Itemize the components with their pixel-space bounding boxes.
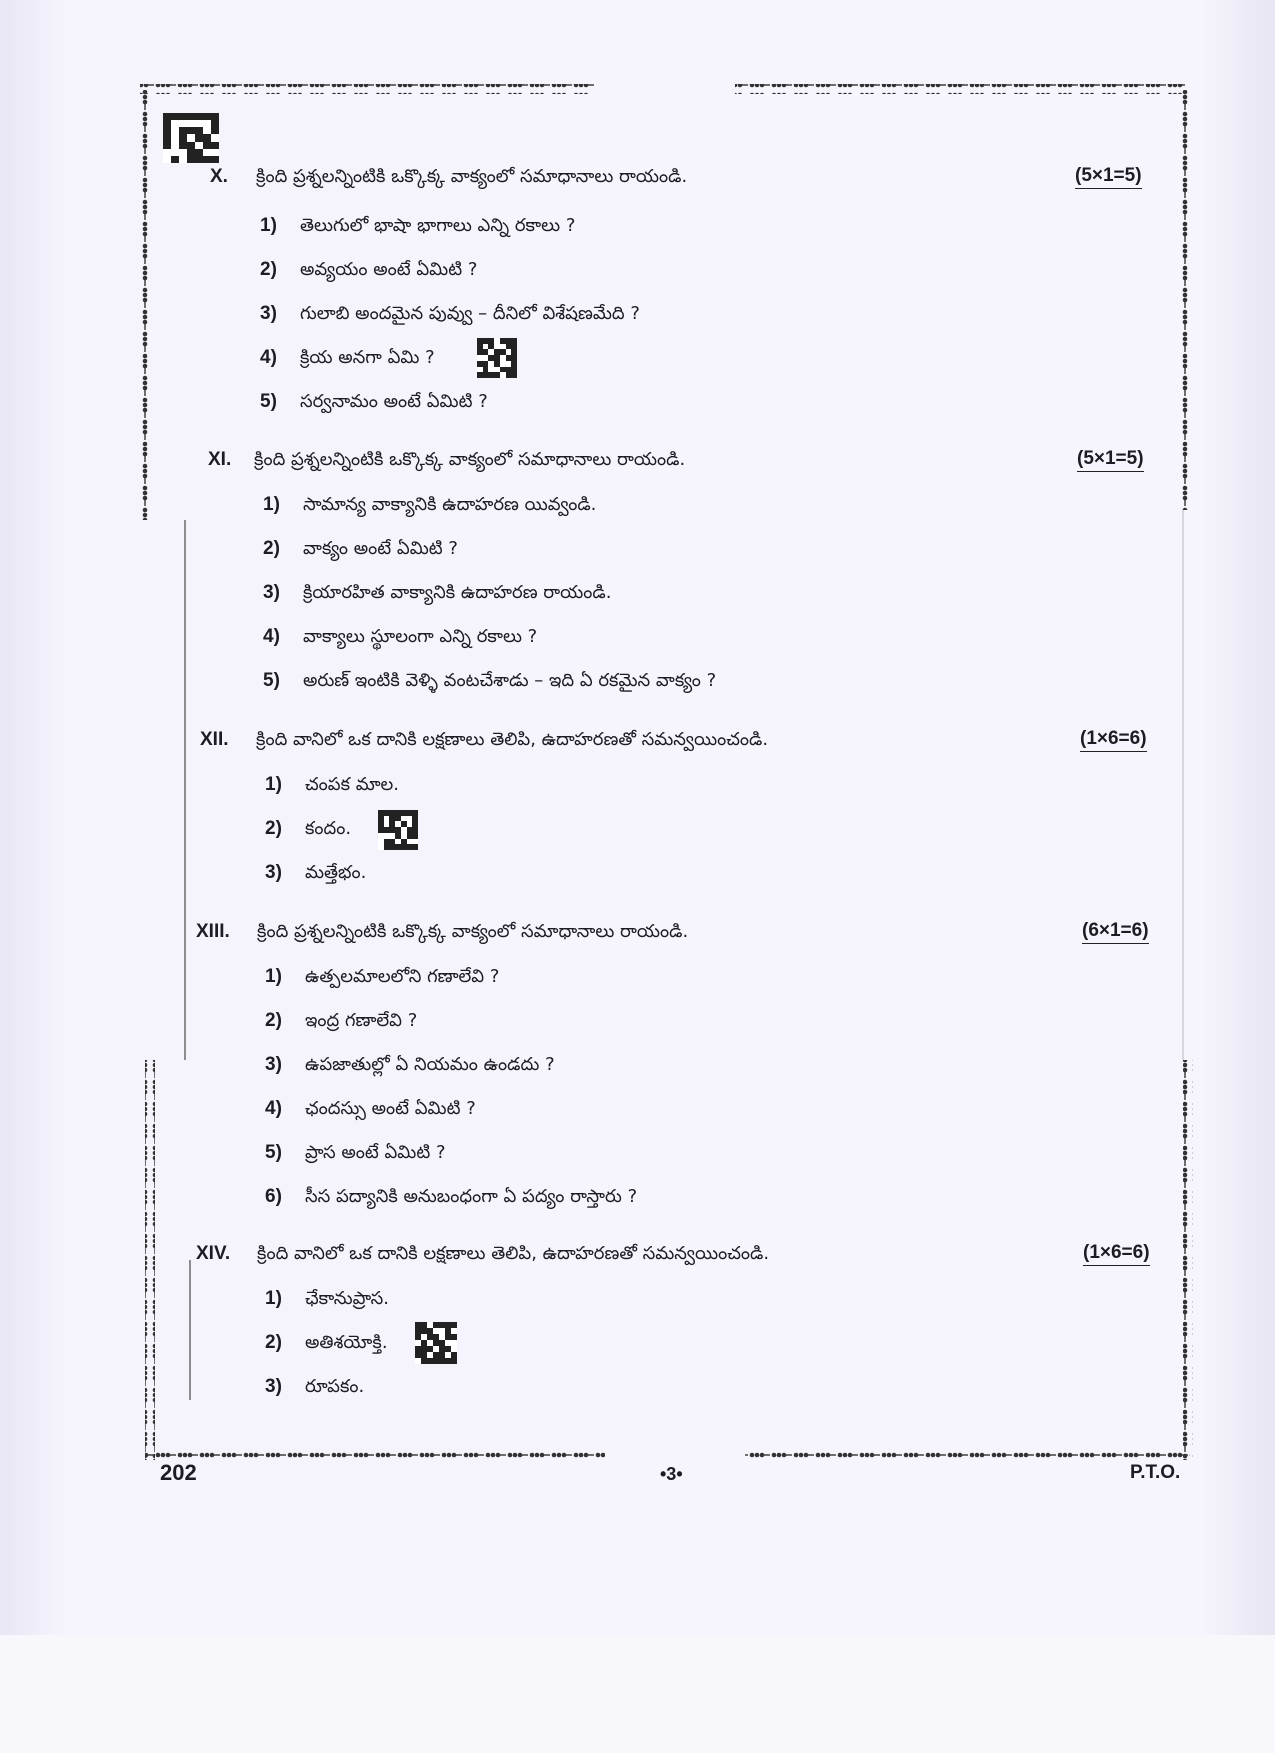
question-text: అరుణ్ ఇంటికి వెళ్ళి వంటచేశాడు – ఇది ఏ రకమైన వాక్యం ?: [303, 670, 717, 691]
section-instruction: క్రింది వానిలో ఒక దానికి లక్షణాలు తెలిపి, ఉదాహరణతో సమన్వయించండి.: [257, 1243, 770, 1264]
question-item: [265, 1098, 476, 1123]
section-heading: [190, 920, 688, 946]
question-number: 3): [265, 1376, 282, 1397]
section-marks: (6×1=6): [1082, 920, 1149, 944]
question-item: [260, 259, 477, 284]
section-number: XI.: [208, 449, 232, 470]
question-item: [265, 966, 499, 991]
question-number: 1): [265, 774, 282, 795]
section-number: X.: [210, 166, 228, 187]
question-item: [260, 347, 435, 372]
question-number: 1): [265, 1288, 282, 1309]
question-number: 4): [260, 347, 277, 368]
question-text: గులాబి అందమైన పువ్వు – దీనిలో విశేషణమేది ?: [300, 303, 640, 324]
question-number: 3): [265, 1054, 282, 1075]
question-item: [265, 1142, 446, 1167]
question-item: [260, 391, 488, 416]
question-text: అతిశయోక్తి.: [305, 1332, 388, 1353]
section-heading: [190, 1242, 769, 1268]
question-item: [265, 818, 351, 843]
section-instruction: క్రింది ప్రశ్నలన్నింటికి ఒక్కొక్క వాక్యంలో సమాధానాలు రాయండి.: [256, 166, 688, 187]
section-x: [190, 165, 1165, 425]
question-number: 1): [265, 966, 282, 987]
section-number: XII.: [200, 729, 229, 750]
question-item: [263, 494, 596, 519]
question-item: [260, 215, 575, 240]
section-xiv: [190, 1242, 1165, 1402]
question-number: 3): [265, 862, 282, 883]
question-text: మత్తేభం.: [305, 862, 367, 883]
question-item: [260, 303, 640, 328]
question-item: [265, 862, 366, 887]
question-text: ఉత్పలమాలలోని గణాలేవి ?: [305, 966, 500, 987]
question-item: [265, 1376, 364, 1401]
question-item: [263, 670, 716, 695]
question-text: చంపక మాల.: [305, 774, 400, 795]
question-text: వాక్యాలు స్థూలంగా ఎన్ని రకాలు ?: [303, 626, 538, 647]
question-text: రూపకం.: [305, 1376, 365, 1397]
question-item: [265, 1288, 389, 1313]
question-item: [265, 1186, 637, 1211]
question-text: ఛేకానుప్రాస.: [305, 1288, 389, 1309]
question-text: ఉపజాతుల్లో ఏ నియమం ఉండదు ?: [305, 1054, 555, 1075]
question-text: అవ్యయం అంటే ఏమిటి ?: [300, 259, 478, 280]
section-marks: (5×1=5): [1075, 165, 1142, 189]
section-heading: [190, 448, 685, 474]
question-number: 2): [265, 1332, 282, 1353]
question-item: [263, 538, 458, 563]
question-number: 2): [265, 818, 282, 839]
section-instruction: క్రింది ప్రశ్నలన్నింటికి ఒక్కొక్క వాక్యంలో సమాధానాలు రాయండి.: [257, 921, 689, 942]
question-number: 3): [260, 303, 277, 324]
section-marks: (1×6=6): [1083, 1242, 1150, 1266]
question-text: ప్రాస అంటే ఏమిటి ?: [305, 1142, 446, 1163]
section-instruction: క్రింది వానిలో ఒక దానికి లక్షణాలు తెలిపి, ఉదాహరణతో సమన్వయించండి.: [256, 729, 769, 750]
question-number: 1): [263, 494, 280, 515]
question-number: 3): [263, 582, 280, 603]
paper-code: 202: [160, 1460, 197, 1485]
section-number: XIV.: [196, 1243, 231, 1264]
question-text: సర్వనామం అంటే ఏమిటి ?: [300, 391, 488, 412]
page-number: •3•: [660, 1464, 683, 1484]
question-number: 2): [265, 1010, 282, 1031]
question-text: క్రియారహిత వాక్యానికి ఉదాహరణ రాయండి.: [303, 582, 612, 603]
question-number: 5): [265, 1142, 282, 1163]
question-number: 6): [265, 1186, 282, 1207]
question-item: [265, 774, 399, 799]
question-text: వాక్యం అంటే ఏమిటి ?: [303, 538, 458, 559]
question-text: ఇంద్ర గణాలేవి ?: [305, 1010, 418, 1031]
question-number: 4): [263, 626, 280, 647]
question-item: [263, 626, 537, 651]
section-xiii: [190, 920, 1165, 1220]
section-number: XIII.: [196, 921, 230, 942]
question-item: [265, 1332, 388, 1357]
question-item: [265, 1054, 555, 1079]
section-marks: (1×6=6): [1080, 728, 1147, 752]
question-number: 5): [260, 391, 277, 412]
question-text: కందం.: [305, 818, 352, 839]
section-xi: [190, 448, 1165, 698]
question-text: తెలుగులో భాషా భాగాలు ఎన్ని రకాలు ?: [300, 215, 576, 236]
question-text: సామాన్య వాక్యానికి ఉదాహరణ యివ్వండి.: [303, 494, 597, 515]
question-number: 2): [260, 259, 277, 280]
section-marks: (5×1=5): [1077, 448, 1144, 472]
question-number: 5): [263, 670, 280, 691]
question-item: [265, 1010, 417, 1035]
pto-label: P.T.O.: [1130, 1462, 1181, 1483]
datamatrix-code-icon: [163, 113, 219, 163]
question-item: [263, 582, 611, 607]
question-number: 1): [260, 215, 277, 236]
section-heading: [190, 728, 768, 754]
question-text: క్రియ అనగా ఏమి ?: [300, 347, 435, 368]
section-xii: [190, 728, 1165, 883]
question-text: ఛందస్సు అంటే ఏమిటి ?: [305, 1098, 476, 1119]
question-number: 4): [265, 1098, 282, 1119]
question-text: సీస పద్యానికి అనుబంధంగా ఏ పద్యం రాస్తారు ?: [305, 1186, 638, 1207]
section-heading: [190, 165, 687, 191]
question-number: 2): [263, 538, 280, 559]
section-instruction: క్రింది ప్రశ్నలన్నింటికి ఒక్కొక్క వాక్యంలో సమాధానాలు రాయండి.: [254, 449, 686, 470]
